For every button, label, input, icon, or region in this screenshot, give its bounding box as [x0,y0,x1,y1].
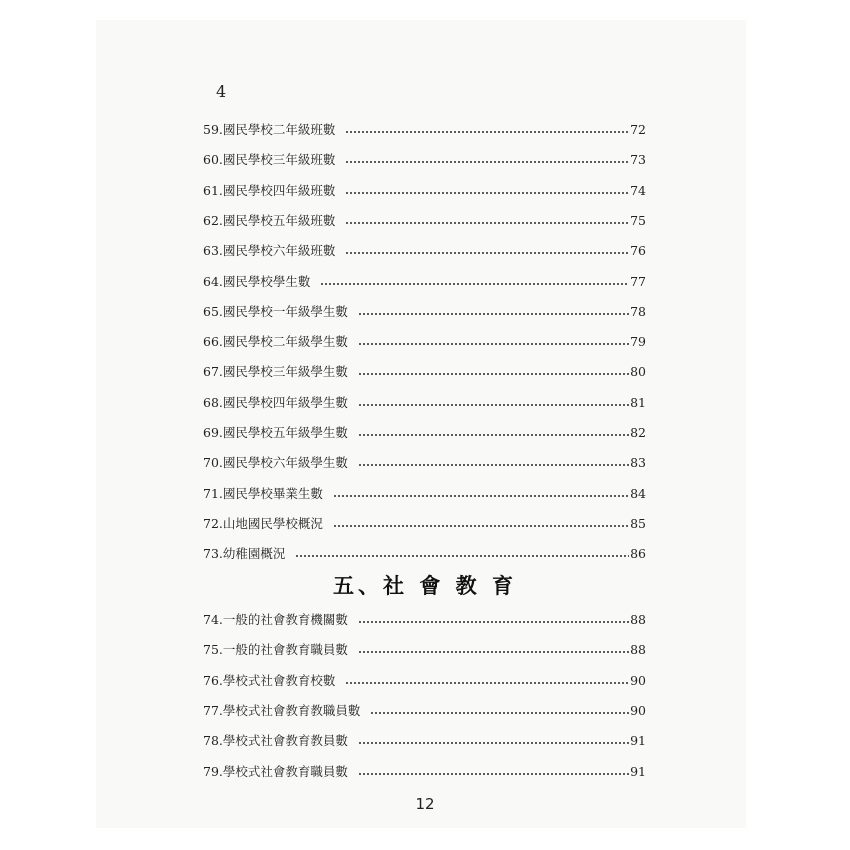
toc-entry [203,731,646,751]
toc-entry-number: 63. [203,243,223,259]
toc-entry-title: 國民學校三年級班數 [222,152,336,168]
toc-entry [203,181,646,201]
toc-entry-number: 77. [203,702,223,718]
toc-entry-title: 國民學校六年級學生數 [222,455,348,471]
toc-entry-page: 76 [630,243,646,259]
toc-entry-title: 學校式社會教育校數 [222,672,336,688]
toc-entry-page: 74 [630,182,646,198]
dot-leader [345,192,629,194]
toc-entry-page: 90 [630,672,646,688]
toc-entry [203,120,646,140]
toc-entry-title: 國民學校五年級班數 [222,212,336,228]
toc-entry-number: 74. [203,612,223,627]
toc-entry-title: 國民學校六年級班數 [222,243,336,259]
toc-entry-number: 59. [203,122,223,137]
toc-entry-title: 一般的社會教育職員數 [222,642,348,658]
dot-leader [358,651,629,653]
dot-leader [345,161,629,163]
dot-leader [358,773,629,775]
dot-leader [345,131,629,133]
toc-entry-title: 學校式社會教育教員數 [222,733,348,749]
toc-entry-number: 70. [203,455,223,471]
toc-entry [203,362,646,382]
dot-leader [345,252,629,254]
toc-entry-title: 國民學校二年級班數 [222,122,336,137]
toc-entry-page: 82 [630,425,646,440]
toc-entry-page: 90 [630,702,646,718]
dot-leader [358,464,629,466]
toc-entry-number: 69. [203,425,223,440]
toc-entry-number: 73. [203,546,223,562]
toc-entry-page: 78 [630,303,646,319]
dot-leader [358,373,629,375]
toc-entry-page: 79 [630,334,646,350]
dot-leader [358,742,629,744]
toc-entry-title: 學校式社會教育職員數 [222,763,348,779]
toc-entry-number: 64. [203,273,223,289]
toc-entry-page: 72 [630,122,646,137]
toc-entry-title: 幼稚園概況 [222,546,286,562]
toc-entry-number: 61. [203,182,223,198]
toc-entry-page: 77 [630,273,646,289]
toc-entry-title: 學校式社會教育教職員數 [222,702,361,718]
toc-entry [203,150,646,170]
toc-entry-page: 75 [630,212,646,228]
toc-entry [203,671,646,691]
toc-entry-page: 83 [630,455,646,471]
toc-entry-number: 68. [203,394,223,410]
toc-entry-title: 山地國民學校概況 [222,515,323,531]
dot-leader [345,222,629,224]
toc-entry [203,272,646,292]
toc-entry-page: 88 [630,612,646,627]
toc-entry-number: 67. [203,364,223,380]
toc-entry-number: 60. [203,152,223,168]
toc-entry-page: 84 [630,485,646,501]
toc-entry-title: 國民學校三年級學生數 [222,364,348,380]
toc-entry [203,544,646,564]
toc-entry [203,701,646,721]
toc-entry-number: 78. [203,733,223,749]
toc-entry-title: 國民學校五年級學生數 [222,425,348,440]
toc-entry [203,453,646,473]
toc-entry-page: 85 [630,515,646,531]
toc-entry-title: 國民學校一年級學生數 [222,303,348,319]
toc-entry-number: 71. [203,485,223,501]
dot-leader [370,712,629,714]
toc-entry-number: 72. [203,515,223,531]
toc-entry-title: 國民學校學生數 [222,273,311,289]
toc-entry [203,393,646,413]
toc-entry-page: 86 [630,546,646,562]
toc-entry-number: 79. [203,763,223,779]
toc-entry-page: 81 [630,394,646,410]
toc-entry-title: 國民學校四年級學生數 [222,394,348,410]
toc-entry-title: 國民學校四年級班數 [222,182,336,198]
dot-leader [358,434,629,436]
dot-leader [358,404,629,406]
toc-entry [203,332,646,352]
dot-leader [358,621,629,623]
toc-entry-page: 73 [630,152,646,168]
toc-entry-number: 75. [203,642,223,658]
toc-entry [203,640,646,660]
section-heading: 五、社 會 教 育 [333,573,517,598]
toc-entry-title: 一般的社會教育機關數 [222,612,348,627]
toc-entry-page: 80 [630,364,646,380]
footer-page-number: 12 [415,795,435,813]
toc-entry [203,302,646,322]
toc-entry [203,211,646,231]
toc-entry-page: 88 [630,642,646,658]
toc-entry-number: 65. [203,303,223,319]
dot-leader [333,525,629,527]
toc-entry-title: 國民學校二年級學生數 [222,334,348,350]
dot-leader [358,313,629,315]
toc-entry [203,762,646,782]
corner-page-number: 4 [216,82,227,101]
toc-entry-title: 國民學校畢業生數 [222,485,323,501]
toc-entry-page: 91 [630,733,646,749]
toc-entry [203,423,646,443]
toc-entry [203,514,646,534]
dot-leader [358,343,629,345]
toc-entry [203,610,646,630]
dot-leader [345,682,629,684]
toc-entry-number: 76. [203,672,223,688]
dot-leader [333,495,629,497]
toc-entry-page: 91 [630,763,646,779]
toc-entry [203,241,646,261]
toc-entry [203,484,646,504]
toc-entry-number: 66. [203,334,223,350]
dot-leader [295,555,629,557]
toc-entry-number: 62. [203,212,223,228]
dot-leader [320,283,629,285]
